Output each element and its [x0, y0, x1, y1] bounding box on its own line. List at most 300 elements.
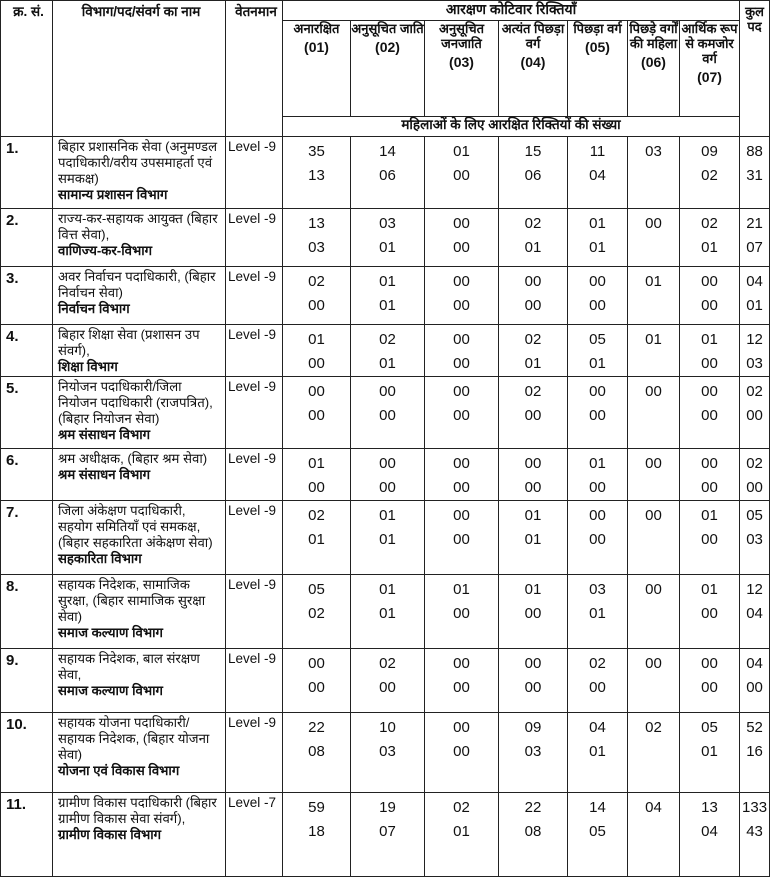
- vacancy-women-value: 00: [453, 679, 470, 696]
- row-total-cell: [740, 267, 770, 325]
- vacancy-total-value: 00: [453, 383, 470, 400]
- post-department: शिक्षा विभाग: [58, 359, 118, 374]
- row-category-cell: [283, 793, 351, 877]
- row-category-cell: [568, 793, 628, 877]
- vacancy-total-value: 04: [589, 719, 606, 736]
- table-row: [1, 137, 770, 209]
- row-pay-level: Level -9: [226, 649, 283, 713]
- vacancy-women-value: 00: [453, 355, 470, 372]
- vacancy-women-value: 05: [589, 823, 606, 840]
- header-total: कुल पद: [740, 1, 770, 137]
- post-name: सहायक निदेशक, बाल संरक्षण सेवा,: [58, 651, 200, 682]
- vacancy-women-value: 06: [379, 167, 396, 184]
- row-sno: 7.: [1, 501, 53, 575]
- vacancy-total-value: 01: [379, 507, 396, 524]
- vacancy-total-value: 133: [742, 799, 768, 816]
- row-pay-level: Level -7: [226, 793, 283, 877]
- vacancy-women-value: 03: [379, 743, 396, 760]
- row-category-cell: [425, 325, 499, 377]
- vacancy-total-value: 00: [701, 383, 718, 400]
- row-category-cell: [425, 137, 499, 209]
- row-category-cell: [680, 267, 740, 325]
- vacancy-women-value: 00: [589, 679, 606, 696]
- vacancy-women-value: 00: [524, 605, 542, 622]
- vacancy-total-value: 00: [453, 455, 470, 472]
- post-name: बिहार शिक्षा सेवा (प्रशासन उप संवर्ग),: [58, 327, 200, 358]
- vacancy-total-value: 00: [308, 655, 325, 672]
- row-pay-level: Level -9: [226, 713, 283, 793]
- vacancy-total-value: 00: [453, 507, 470, 524]
- post-name: जिला अंकेक्षण पदाधिकारी, सहयोग समितियाँ एवं समकक्ष, (बिहार सहकारिता अंकेक्षण सेवा): [58, 503, 213, 550]
- row-category-cell: [351, 377, 425, 449]
- vacancy-women-value: 01: [746, 297, 763, 314]
- vacancy-total-value: 22: [308, 719, 325, 736]
- post-department: श्रम संसाधन विभाग: [58, 467, 151, 482]
- row-category-cell: [351, 713, 425, 793]
- vacancy-total-value: 00: [701, 655, 718, 672]
- row-post: [53, 575, 226, 649]
- vacancy-total-value: 00: [453, 719, 470, 736]
- vacancy-total-value: 00: [308, 383, 325, 400]
- vacancy-total-value: 02: [308, 507, 325, 524]
- vacancy-women-value: 01: [701, 743, 718, 760]
- vacancy-women-value: 00: [453, 407, 470, 424]
- vacancy-total-value: 02: [308, 273, 325, 290]
- row-category-cell: [568, 713, 628, 793]
- header-sno: क्र. सं.: [1, 1, 53, 137]
- vacancy-total-value: 02: [524, 383, 542, 400]
- vacancy-women-value: 02: [308, 605, 325, 622]
- post-department: सामान्य प्रशासन विभाग: [58, 187, 168, 202]
- vacancy-women-value: 00: [453, 239, 470, 256]
- vacancy-total-value: 00: [524, 455, 542, 472]
- vacancy-women-value: 01: [379, 239, 396, 256]
- vacancy-women-value: 00: [453, 167, 470, 184]
- post-department: सहकारिता विभाग: [58, 551, 142, 566]
- vacancy-women-value: 01: [701, 239, 718, 256]
- vacancy-total-value: 00: [645, 455, 662, 472]
- row-category-cell: [680, 137, 740, 209]
- table-row: [1, 713, 770, 793]
- vacancy-total-value: 02: [746, 455, 763, 472]
- row-category-cell: [680, 377, 740, 449]
- vacancy-total-value: 09: [524, 719, 542, 736]
- vacancy-total-value: 04: [645, 799, 662, 816]
- row-total-cell: [740, 575, 770, 649]
- vacancy-women-value: 00: [453, 479, 470, 496]
- vacancy-total-value: 01: [589, 215, 606, 232]
- row-category-cell: [351, 501, 425, 575]
- vacancy-women-value: 00: [308, 407, 325, 424]
- vacancy-total-value: 00: [589, 507, 606, 524]
- vacancy-total-value: 02: [379, 331, 396, 348]
- vacancy-women-value: 31: [746, 167, 763, 184]
- vacancy-women-value: 08: [308, 743, 325, 760]
- row-post: [53, 325, 226, 377]
- row-category-cell: [628, 377, 680, 449]
- vacancy-women-value: 00: [701, 407, 718, 424]
- row-category-cell: [499, 713, 568, 793]
- post-name: श्रम अधीक्षक, (बिहार श्रम सेवा): [58, 451, 208, 466]
- vacancy-total-value: 04: [746, 273, 763, 290]
- table-row: [1, 267, 770, 325]
- vacancy-women-value: 13: [308, 167, 325, 184]
- row-sno: 1.: [1, 137, 53, 209]
- row-category-cell: [568, 575, 628, 649]
- vacancy-women-value: 03: [524, 743, 542, 760]
- row-category-cell: [351, 575, 425, 649]
- vacancy-total-value: 13: [308, 215, 325, 232]
- vacancy-total-value: 01: [308, 455, 325, 472]
- table-row: [1, 449, 770, 501]
- vacancy-total-value: 01: [379, 581, 396, 598]
- vacancy-total-value: 19: [379, 799, 396, 816]
- row-sno: 3.: [1, 267, 53, 325]
- post-department: वाणिज्य-कर-विभाग: [58, 243, 153, 258]
- vacancy-total-value: 12: [746, 581, 763, 598]
- row-total-cell: [740, 449, 770, 501]
- row-category-cell: [499, 575, 568, 649]
- post-department: योजना एवं विकास विभाग: [58, 763, 180, 778]
- row-category-cell: [499, 793, 568, 877]
- row-category-cell: [499, 209, 568, 267]
- row-total-cell: [740, 649, 770, 713]
- vacancy-women-value: 02: [701, 167, 718, 184]
- row-sno: 2.: [1, 209, 53, 267]
- vacancy-women-value: 00: [701, 355, 718, 372]
- row-category-cell: [351, 649, 425, 713]
- vacancy-women-value: 00: [589, 531, 606, 548]
- row-pay-level: Level -9: [226, 137, 283, 209]
- row-category-cell: [628, 267, 680, 325]
- vacancy-women-value: 00: [308, 297, 325, 314]
- vacancy-women-value: 00: [746, 407, 763, 424]
- row-total-cell: [740, 501, 770, 575]
- row-category-cell: [351, 209, 425, 267]
- row-category-cell: [283, 713, 351, 793]
- category-header: पिछड़े वर्गों की महिला (06): [628, 21, 680, 117]
- vacancy-total-value: 00: [379, 383, 396, 400]
- row-category-cell: [628, 137, 680, 209]
- vacancy-total-value: 00: [524, 655, 542, 672]
- row-category-cell: [628, 325, 680, 377]
- vacancy-women-value: 01: [589, 355, 606, 372]
- vacancy-women-value: 00: [524, 479, 542, 496]
- vacancy-women-value: 00: [524, 679, 542, 696]
- row-category-cell: [425, 713, 499, 793]
- row-category-cell: [499, 325, 568, 377]
- table-row: [1, 793, 770, 877]
- row-category-cell: [425, 793, 499, 877]
- vacancy-total-value: 00: [453, 655, 470, 672]
- row-sno: 10.: [1, 713, 53, 793]
- vacancy-women-value: 01: [589, 605, 606, 622]
- vacancy-women-value: 00: [589, 297, 606, 314]
- row-post: [53, 449, 226, 501]
- vacancy-total-value: 00: [701, 273, 718, 290]
- vacancy-total-value: 01: [524, 507, 542, 524]
- vacancy-women-value: 00: [308, 355, 325, 372]
- row-sno: 5.: [1, 377, 53, 449]
- vacancy-women-value: 00: [379, 479, 396, 496]
- row-category-cell: [283, 649, 351, 713]
- vacancy-women-value: 03: [308, 239, 325, 256]
- vacancy-total-value: 05: [589, 331, 606, 348]
- vacancy-total-value: 01: [308, 331, 325, 348]
- vacancy-total-value: 00: [453, 273, 470, 290]
- header-pay: वेतनमान: [226, 1, 283, 137]
- vacancy-women-value: 00: [701, 679, 718, 696]
- vacancy-women-value: 18: [308, 823, 325, 840]
- row-category-cell: [499, 501, 568, 575]
- header-post: विभाग/पद/संवर्ग का नाम: [53, 1, 226, 137]
- table-body: [1, 137, 770, 877]
- row-category-cell: [680, 649, 740, 713]
- vacancy-women-value: 07: [746, 239, 763, 256]
- vacancy-women-value: 43: [746, 823, 763, 840]
- row-category-cell: [568, 649, 628, 713]
- row-total-cell: [740, 325, 770, 377]
- row-category-cell: [628, 575, 680, 649]
- vacancy-total-value: 00: [645, 581, 662, 598]
- category-header: अनारक्षित (01): [283, 21, 351, 117]
- vacancy-women-value: 01: [379, 531, 396, 548]
- row-sno: 8.: [1, 575, 53, 649]
- vacancy-women-value: 00: [453, 531, 470, 548]
- category-header: अनुसूचित जाति (02): [351, 21, 425, 117]
- row-pay-level: Level -9: [226, 325, 283, 377]
- post-name: बिहार प्रशासनिक सेवा (अनुमण्डल पदाधिकारी/वरीय उपसमाहर्ता एवं समकक्ष): [58, 139, 218, 186]
- vacancy-total-value: 02: [589, 655, 606, 672]
- vacancy-women-value: 00: [524, 407, 542, 424]
- row-category-cell: [283, 137, 351, 209]
- vacancy-women-value: 00: [701, 605, 718, 622]
- vacancy-total-value: 00: [701, 455, 718, 472]
- vacancy-women-value: 00: [746, 479, 763, 496]
- row-category-cell: [351, 793, 425, 877]
- vacancy-women-value: 00: [589, 479, 606, 496]
- row-category-cell: [568, 137, 628, 209]
- vacancy-total-value: 02: [453, 799, 470, 816]
- row-category-cell: [499, 377, 568, 449]
- vacancy-total-value: 01: [589, 455, 606, 472]
- post-department: निर्वाचन विभाग: [58, 301, 130, 316]
- table-row: [1, 649, 770, 713]
- vacancy-total-value: 00: [453, 331, 470, 348]
- row-category-cell: [499, 649, 568, 713]
- vacancy-women-value: 01: [524, 239, 542, 256]
- row-category-cell: [628, 449, 680, 501]
- vacancy-total-value: 14: [379, 143, 396, 160]
- row-post: [53, 377, 226, 449]
- vacancy-women-value: 00: [524, 297, 542, 314]
- vacancy-women-value: 06: [524, 167, 542, 184]
- vacancy-women-value: 01: [379, 355, 396, 372]
- vacancy-women-value: 00: [701, 479, 718, 496]
- row-pay-level: Level -9: [226, 377, 283, 449]
- vacancy-women-value: 04: [701, 823, 718, 840]
- post-name: सहायक योजना पदाधिकारी/सहायक निदेशक, (बिहार योजना सेवा): [58, 715, 210, 762]
- vacancy-total-value: 13: [701, 799, 718, 816]
- row-category-cell: [680, 209, 740, 267]
- row-category-cell: [499, 449, 568, 501]
- row-category-cell: [680, 501, 740, 575]
- vacancy-women-value: 00: [746, 679, 763, 696]
- vacancy-women-value: 00: [379, 407, 396, 424]
- women-reserved-header: महिलाओं के लिए आरक्षित रिक्तियों की संख्या: [283, 117, 740, 137]
- post-department: ग्रामीण विकास विभाग: [58, 827, 162, 842]
- row-category-cell: [568, 501, 628, 575]
- row-category-cell: [283, 449, 351, 501]
- row-total-cell: [740, 137, 770, 209]
- category-header: अनुसूचित जनजाति (03): [425, 21, 499, 117]
- header-reservation: आरक्षण कोटिवार रिक्तियाँ: [283, 1, 740, 21]
- row-category-cell: [425, 575, 499, 649]
- table-row: [1, 377, 770, 449]
- row-post: [53, 267, 226, 325]
- row-category-cell: [425, 449, 499, 501]
- row-sno: 4.: [1, 325, 53, 377]
- row-category-cell: [680, 325, 740, 377]
- row-category-cell: [499, 267, 568, 325]
- vacancy-total-value: 03: [645, 143, 662, 160]
- vacancy-total-value: 00: [645, 507, 662, 524]
- table-row: [1, 325, 770, 377]
- row-category-cell: [628, 793, 680, 877]
- vacancy-total-value: 11: [589, 143, 606, 160]
- row-category-cell: [351, 267, 425, 325]
- vacancy-total-value: 03: [589, 581, 606, 598]
- vacancy-total-value: 88: [746, 143, 763, 160]
- row-category-cell: [425, 267, 499, 325]
- post-name: अवर निर्वाचन पदाधिकारी, (बिहार निर्वाचन सेवा): [58, 269, 216, 300]
- vacancy-women-value: 07: [379, 823, 396, 840]
- vacancy-total-value: 10: [379, 719, 396, 736]
- vacancy-women-value: 00: [453, 743, 470, 760]
- vacancy-women-value: 01: [524, 355, 542, 372]
- vacancy-total-value: 00: [589, 273, 606, 290]
- row-category-cell: [351, 325, 425, 377]
- vacancy-total-value: 00: [645, 383, 662, 400]
- row-category-cell: [283, 377, 351, 449]
- category-header: आर्थिक रूप से कमजोर वर्ग (07): [680, 21, 740, 117]
- row-category-cell: [680, 793, 740, 877]
- row-sno: 6.: [1, 449, 53, 501]
- vacancy-total-value: 00: [379, 455, 396, 472]
- vacancy-total-value: 05: [701, 719, 718, 736]
- vacancy-women-value: 00: [453, 605, 470, 622]
- post-name: नियोजन पदाधिकारी/जिला नियोजन पदाधिकारी (राजपत्रित), (बिहार नियोजन सेवा): [58, 379, 213, 426]
- vacancy-total-value: 01: [453, 581, 470, 598]
- table-row: [1, 209, 770, 267]
- row-pay-level: Level -9: [226, 501, 283, 575]
- row-post: [53, 649, 226, 713]
- vacancy-total-value: 02: [746, 383, 763, 400]
- row-category-cell: [425, 649, 499, 713]
- vacancy-total-value: 22: [524, 799, 542, 816]
- vacancy-total-value: 00: [524, 273, 542, 290]
- row-category-cell: [283, 325, 351, 377]
- row-pay-level: Level -9: [226, 449, 283, 501]
- row-post: [53, 209, 226, 267]
- vacancy-women-value: 01: [379, 297, 396, 314]
- category-header: अत्यंत पिछड़ा वर्ग (04): [499, 21, 568, 117]
- row-category-cell: [568, 377, 628, 449]
- row-category-cell: [283, 209, 351, 267]
- row-post: [53, 501, 226, 575]
- vacancy-total-value: 02: [524, 331, 542, 348]
- row-category-cell: [568, 449, 628, 501]
- vacancy-total-value: 02: [645, 719, 662, 736]
- vacancy-total-value: 01: [645, 273, 662, 290]
- row-category-cell: [425, 209, 499, 267]
- row-sno: 9.: [1, 649, 53, 713]
- row-category-cell: [351, 449, 425, 501]
- table-row: [1, 575, 770, 649]
- row-category-cell: [628, 713, 680, 793]
- vacancy-women-value: 00: [379, 679, 396, 696]
- table-row: [1, 501, 770, 575]
- row-category-cell: [425, 377, 499, 449]
- vacancy-total-value: 59: [308, 799, 325, 816]
- vacancy-women-value: 01: [524, 531, 542, 548]
- category-header: पिछड़ा वर्ग (05): [568, 21, 628, 117]
- vacancy-women-value: 01: [589, 239, 606, 256]
- vacancy-women-value: 16: [746, 743, 763, 760]
- vacancy-total-value: 01: [701, 581, 718, 598]
- vacancy-total-value: 35: [308, 143, 325, 160]
- vacancy-total-value: 02: [524, 215, 542, 232]
- row-post: [53, 137, 226, 209]
- vacancy-total-value: 00: [589, 383, 606, 400]
- row-total-cell: [740, 793, 770, 877]
- post-department: समाज कल्याण विभाग: [58, 683, 163, 698]
- vacancy-total-value: 01: [524, 581, 542, 598]
- vacancy-total-value: 02: [701, 215, 718, 232]
- row-category-cell: [351, 137, 425, 209]
- post-name: राज्य-कर-सहायक आयुक्त (बिहार वित्त सेवा),: [58, 211, 218, 242]
- vacancy-women-value: 03: [746, 531, 763, 548]
- vacancy-women-value: 04: [746, 605, 763, 622]
- vacancy-total-value: 00: [645, 215, 662, 232]
- vacancy-women-value: 01: [589, 743, 606, 760]
- vacancy-total-value: 02: [379, 655, 396, 672]
- vacancy-total-value: 05: [308, 581, 325, 598]
- vacancy-total-value: 00: [453, 215, 470, 232]
- vacancy-total-value: 01: [701, 507, 718, 524]
- row-category-cell: [283, 575, 351, 649]
- row-post: [53, 793, 226, 877]
- vacancy-women-value: 00: [308, 679, 325, 696]
- post-department: श्रम संसाधन विभाग: [58, 427, 151, 442]
- vacancy-total-value: 01: [645, 331, 662, 348]
- vacancy-women-value: 00: [701, 531, 718, 548]
- vacancy-women-value: 01: [308, 531, 325, 548]
- vacancy-women-value: 01: [453, 823, 470, 840]
- vacancy-total-value: 03: [379, 215, 396, 232]
- vacancy-women-value: 00: [589, 407, 606, 424]
- row-category-cell: [283, 267, 351, 325]
- row-sno: 11.: [1, 793, 53, 877]
- vacancy-women-value: 00: [308, 479, 325, 496]
- row-category-cell: [568, 325, 628, 377]
- row-category-cell: [568, 267, 628, 325]
- row-category-cell: [283, 501, 351, 575]
- post-name: ग्रामीण विकास पदाधिकारी (बिहार ग्रामीण विकास सेवा संवर्ग),: [58, 795, 217, 826]
- vacancy-total-value: 14: [589, 799, 606, 816]
- row-post: [53, 713, 226, 793]
- vacancy-total-value: 52: [746, 719, 763, 736]
